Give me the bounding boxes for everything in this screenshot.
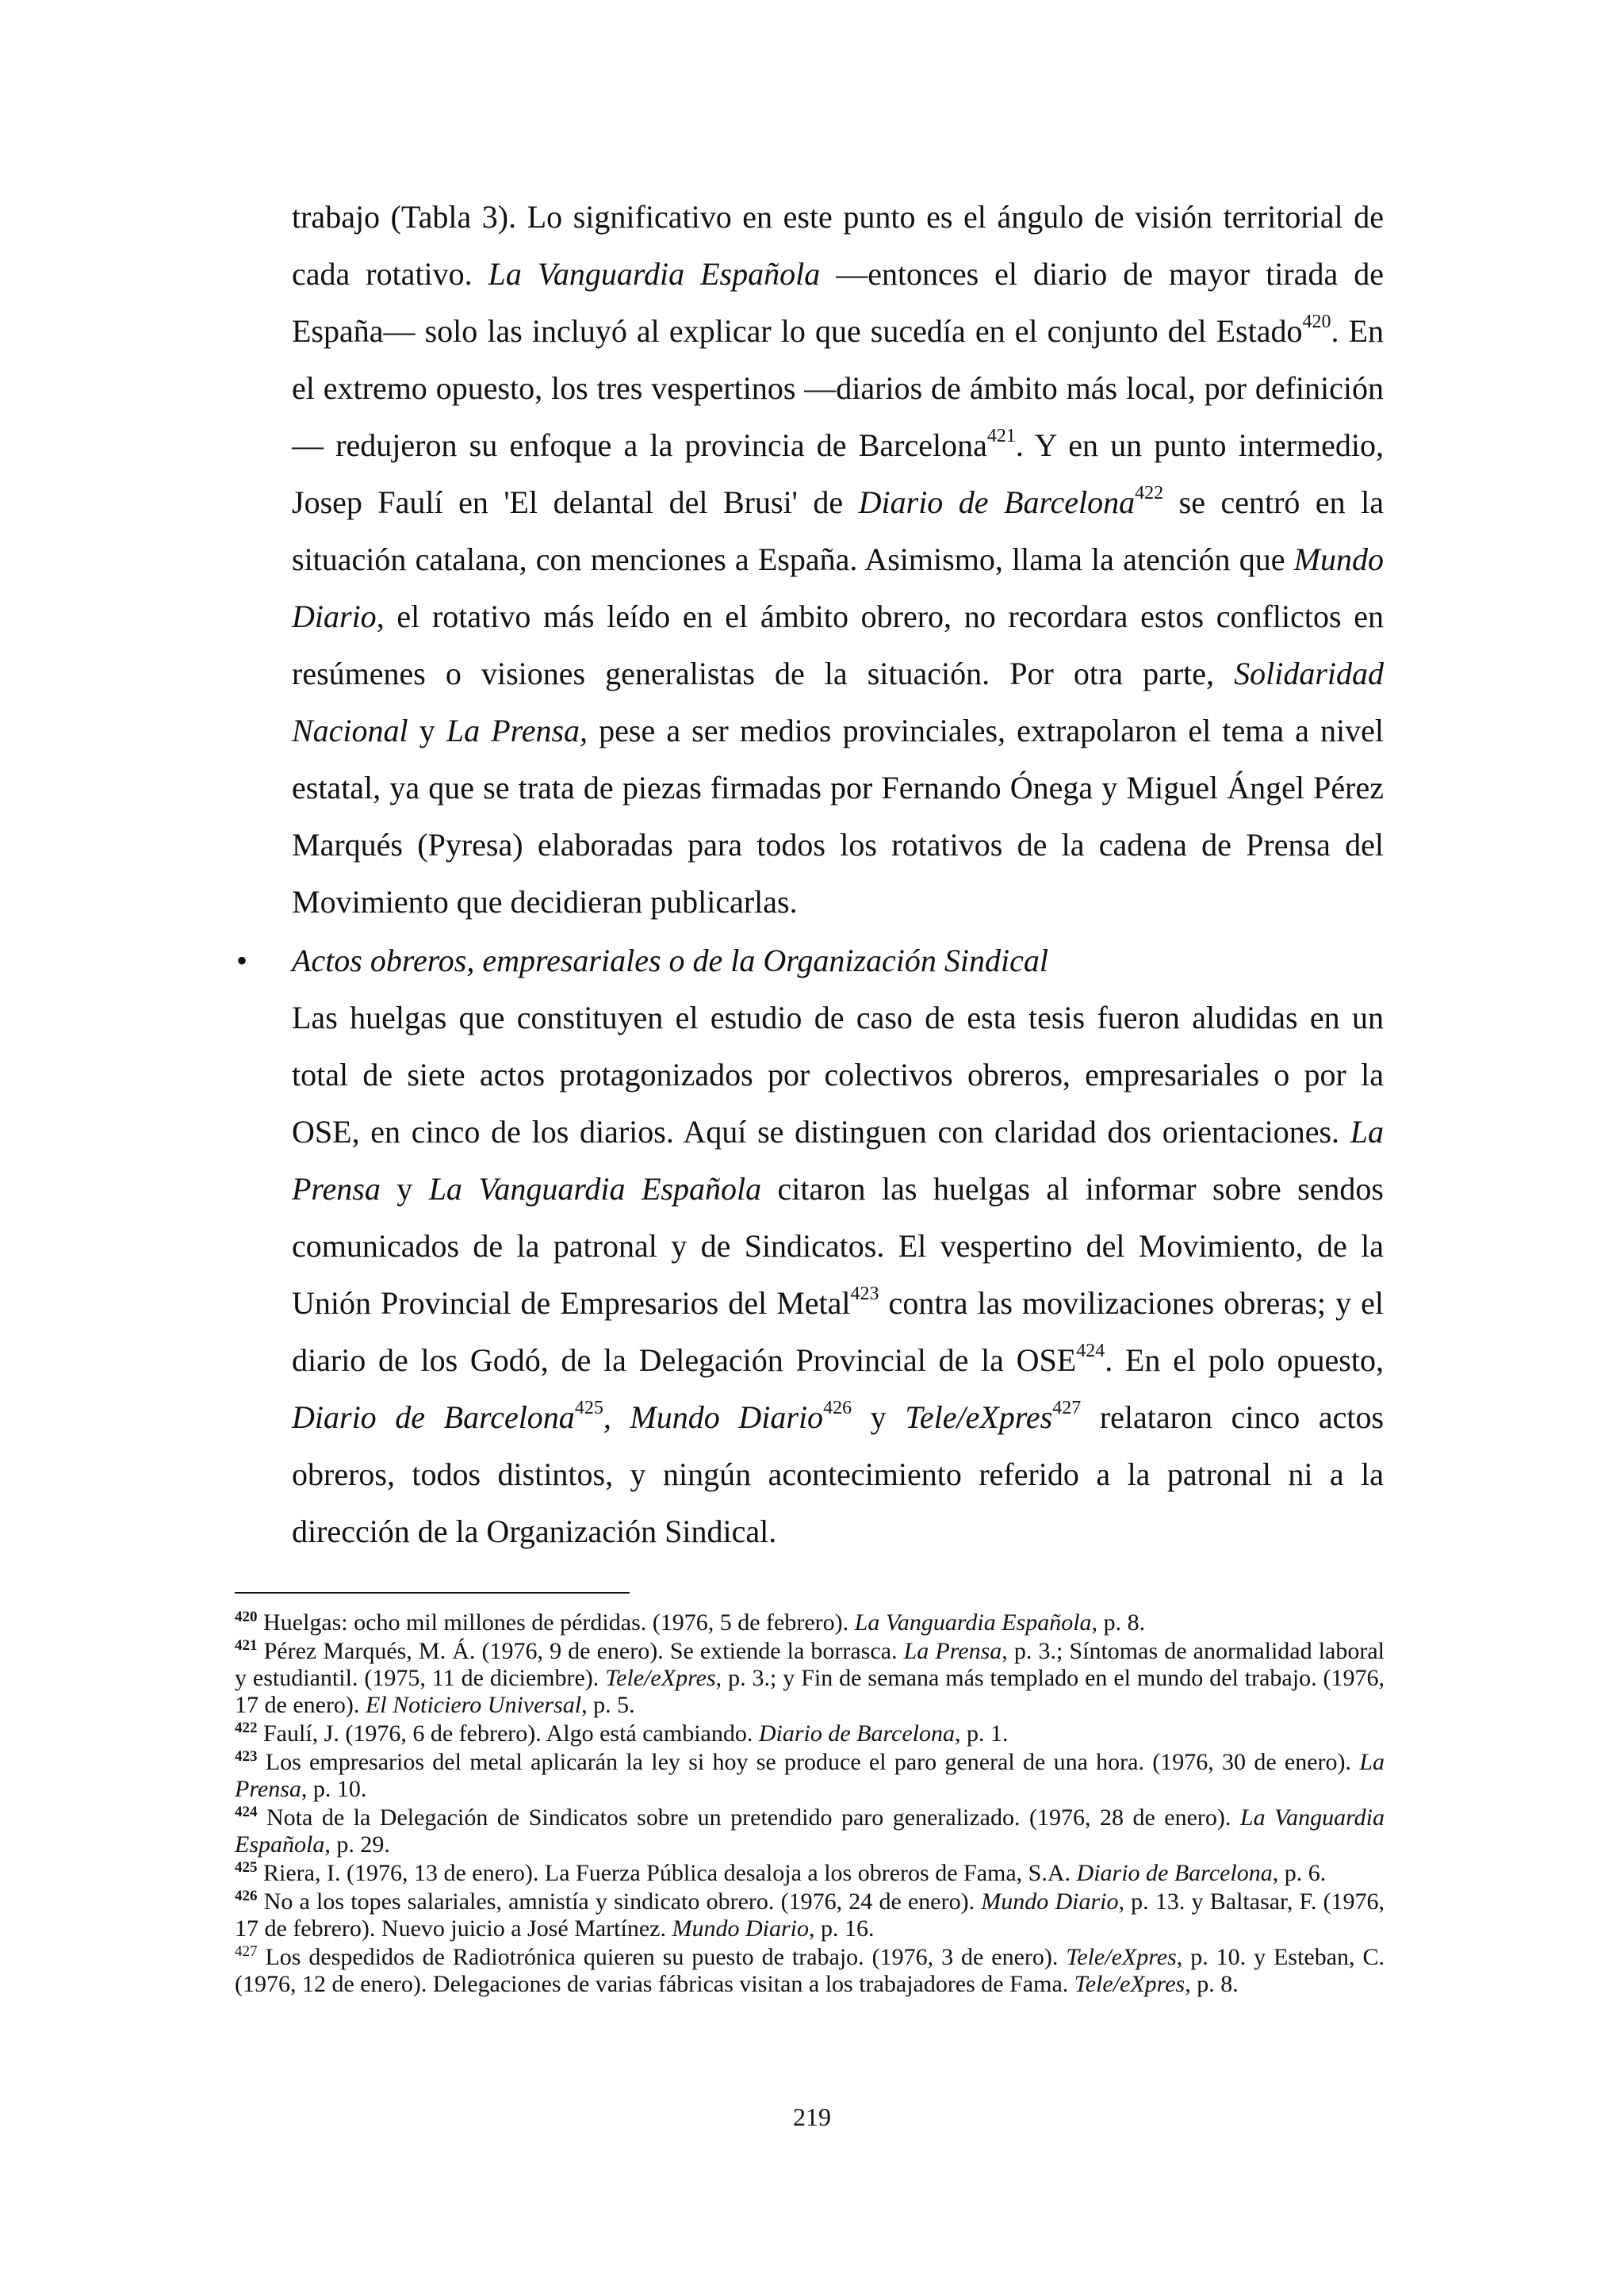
footnote-ref: 427 xyxy=(1052,1397,1082,1418)
newspaper-title: La Vanguardia Española xyxy=(428,1171,762,1207)
footnote-number: 423 xyxy=(235,1748,258,1765)
text-run: Riera, I. (1976, 13 de enero). La Fuerza Pública desaloja a los obreros de Fama, S.A. xyxy=(257,1860,1077,1886)
text-run: y xyxy=(380,1171,429,1207)
text-run: y xyxy=(852,1399,906,1435)
footnote-number: 420 xyxy=(235,1609,258,1625)
text-run: , el rotativo más leído en el ámbito obrero, no recordara estos conflictos en resúmenes o visiones generalistas de la situación. Por otra parte, xyxy=(292,599,1384,691)
footnote-425 xyxy=(235,1860,1385,1887)
footnote-421 xyxy=(235,1638,1385,1719)
text-run: Nota de la Delegación de Sindicatos sobre un pretendido paro generalizado. (1976, 28 de enero). xyxy=(257,1804,1240,1831)
text-run: No a los topes salariales, amnistía y sindicato obrero. (1976, 24 de enero). xyxy=(257,1888,982,1915)
text-run: —entonces el diario de mayor tirada de España— solo las incluyó al explicar lo que sucedía en el conjunto del Estado xyxy=(292,256,1384,349)
footnote-ref: 422 xyxy=(1135,482,1164,503)
bullet-heading: Actos obreros, empresariales o de la Organización Sindical xyxy=(292,943,1048,978)
text-run: . En el polo opuesto, xyxy=(1105,1342,1384,1378)
text-run: , p. 29. xyxy=(324,1831,390,1858)
footnote-number: 424 xyxy=(235,1804,258,1820)
bullet-icon: • xyxy=(236,943,248,978)
newspaper-title: Diario de Barcelona xyxy=(858,484,1136,520)
footnote-number: 425 xyxy=(235,1859,258,1876)
text-run: , p. 8. xyxy=(1185,1971,1239,1997)
footnote-number: 426 xyxy=(235,1888,258,1904)
newspaper-title: Mundo Diario xyxy=(672,1915,809,1942)
text-run: Los empresarios del metal aplicarán la ley si hoy se produce el paro general de una hora. (1976, 30 de enero). xyxy=(257,1749,1360,1775)
footnote-427 xyxy=(235,1944,1385,1998)
body-paragraph xyxy=(292,989,1384,1560)
footnote-number: 422 xyxy=(235,1720,258,1736)
newspaper-title: El Noticiero Universal xyxy=(365,1692,582,1718)
text-run: , p. 3.; Síntomas de anormalidad laboral y estudiantil. (1975, 11 de diciembre). xyxy=(235,1638,1385,1691)
text-run: , p. 6. xyxy=(1272,1860,1327,1886)
newspaper-title: La Prensa xyxy=(235,1749,1385,1802)
text-run: , p. 13. y Baltasar, F. (1976, 17 de febrero). Nuevo juicio a José Martínez. xyxy=(235,1888,1385,1942)
text-run: pese a ser medios provinciales, extrapolaron el tema a nivel estatal, ya que se trata de piezas firmadas por Fernando Ónega y Miguel Ángel Pérez Marqués (Pyresa) elaboradas para todos los rotativos de la cadena de Prensa del Movimiento que decidieran publicarlas. xyxy=(292,713,1385,920)
footnote-423 xyxy=(235,1749,1385,1803)
newspaper-title: La Prensa, xyxy=(446,713,588,748)
footnote-422 xyxy=(235,1720,1385,1747)
text-run: . En el extremo opuesto, los tres vespertinos —diarios de ámbito más local, por definición— redujeron su enfoque a la provincia de Barcelona xyxy=(292,313,1384,463)
newspaper-title: La Prensa xyxy=(292,1114,1384,1207)
footnote-separator xyxy=(235,1592,630,1594)
footnote-ref: 420 xyxy=(1302,311,1331,332)
footnotes xyxy=(235,1609,1385,1999)
text-run: , p. 5. xyxy=(581,1692,635,1718)
text-run: , p. 10. y Esteban, C. (1976, 12 de enero). Delegaciones de varias fábricas visitan a los trabajadores de Fama. xyxy=(235,1944,1385,1997)
newspaper-title: Tele/eXpres xyxy=(1074,1971,1185,1997)
newspaper-title: , Mundo Diario xyxy=(603,1399,824,1435)
text-run: y xyxy=(408,713,446,748)
newspaper-title: Tele/eXpres xyxy=(605,1665,716,1691)
main-text xyxy=(236,189,1385,1560)
text-run: contra las movilizaciones obreras; y el diario de los Godó, de la Delegación Provincial de la OSE xyxy=(292,1285,1385,1378)
text-run: , p. 8. xyxy=(1091,1609,1146,1636)
newspaper-title: Diario de Barcelona xyxy=(292,1399,575,1435)
footnote-ref: 423 xyxy=(850,1283,879,1304)
newspaper-title: Mundo Diario xyxy=(292,541,1384,634)
newspaper-title: La Vanguardia Española xyxy=(854,1609,1092,1636)
text-run: Los despedidos de Radiotrónica quieren su puesto de trabajo. (1976, 3 de enero). xyxy=(257,1944,1067,1970)
text-run: Faulí, J. (1976, 6 de febrero). Algo está cambiando. xyxy=(257,1720,759,1747)
newspaper-title: Diario de Barcelona xyxy=(758,1720,956,1747)
footnote-424 xyxy=(235,1804,1385,1858)
newspaper-title: La Prensa xyxy=(903,1638,1002,1664)
footnote-ref: 424 xyxy=(1076,1340,1105,1361)
text-run: relataron cinco actos obreros, todos distintos, y ningún acontecimiento referido a la patronal ni a la dirección de la Organización Sindical. xyxy=(292,1399,1385,1549)
text-run: Las huelgas que constituyen el estudio de caso de esta tesis fueron aludidas en un total de siete actos protagonizados por colectivos obreros, empresariales o por la OSE, en cinco de los diarios. Aquí se distinguen con claridad dos orientaciones. xyxy=(292,1000,1384,1150)
text-run: se centró en la situación catalana, con menciones a España. Asimismo, llama la atención que xyxy=(292,484,1384,577)
newspaper-title: La Vanguardia Española xyxy=(488,256,821,292)
newspaper-title: La Vanguardia Española xyxy=(235,1804,1385,1858)
newspaper-title: Diario de Barcelona xyxy=(1076,1860,1273,1886)
newspaper-title: Tele/eXpres xyxy=(1066,1944,1177,1970)
text-run: Pérez Marqués, M. Á. (1976, 9 de enero). Se extiende la borrasca. xyxy=(257,1638,904,1664)
footnote-426 xyxy=(235,1888,1385,1942)
text-run: , p. 3.; y Fin de semana más templado en el mundo del trabajo. (1976, 17 de enero). xyxy=(235,1665,1385,1718)
newspaper-title: Tele/eXpres xyxy=(905,1399,1053,1435)
newspaper-title: Solidaridad Nacional xyxy=(292,656,1384,748)
footnote-420 xyxy=(235,1609,1385,1636)
footnote-ref: 421 xyxy=(986,425,1016,446)
text-run: , p. 10. xyxy=(301,1776,367,1802)
footnote-number: 421 xyxy=(235,1637,258,1654)
text-run: , p. 1. xyxy=(955,1720,1009,1747)
text-run: citaron las huelgas al informar sobre sendos comunicados de la patronal y de Sindicatos. El vespertino del Movimiento, de la Unión Provincial de Empresarios del Metal xyxy=(292,1171,1385,1321)
page-number: 219 xyxy=(793,2103,831,2131)
footnote-number: 427 xyxy=(235,1943,258,1960)
text-run: Huelgas: ocho mil millones de pérdidas. (1976, 5 de febrero). xyxy=(257,1609,855,1636)
text-run: . Y en un punto intermedio, Josep Faulí en 'El delantal del Brusi' de xyxy=(292,427,1384,520)
body-paragraph xyxy=(292,189,1384,931)
text-run: , p. 16. xyxy=(808,1915,875,1942)
text-run: trabajo (Tabla 3). Lo significativo en este punto es el ángulo de visión territorial de cada rotativo. xyxy=(292,199,1384,292)
bullet-list-item xyxy=(236,932,1385,1560)
footnote-ref: 426 xyxy=(823,1397,852,1418)
newspaper-title: Mundo Diario xyxy=(981,1888,1119,1915)
footnote-ref: 425 xyxy=(574,1397,603,1418)
